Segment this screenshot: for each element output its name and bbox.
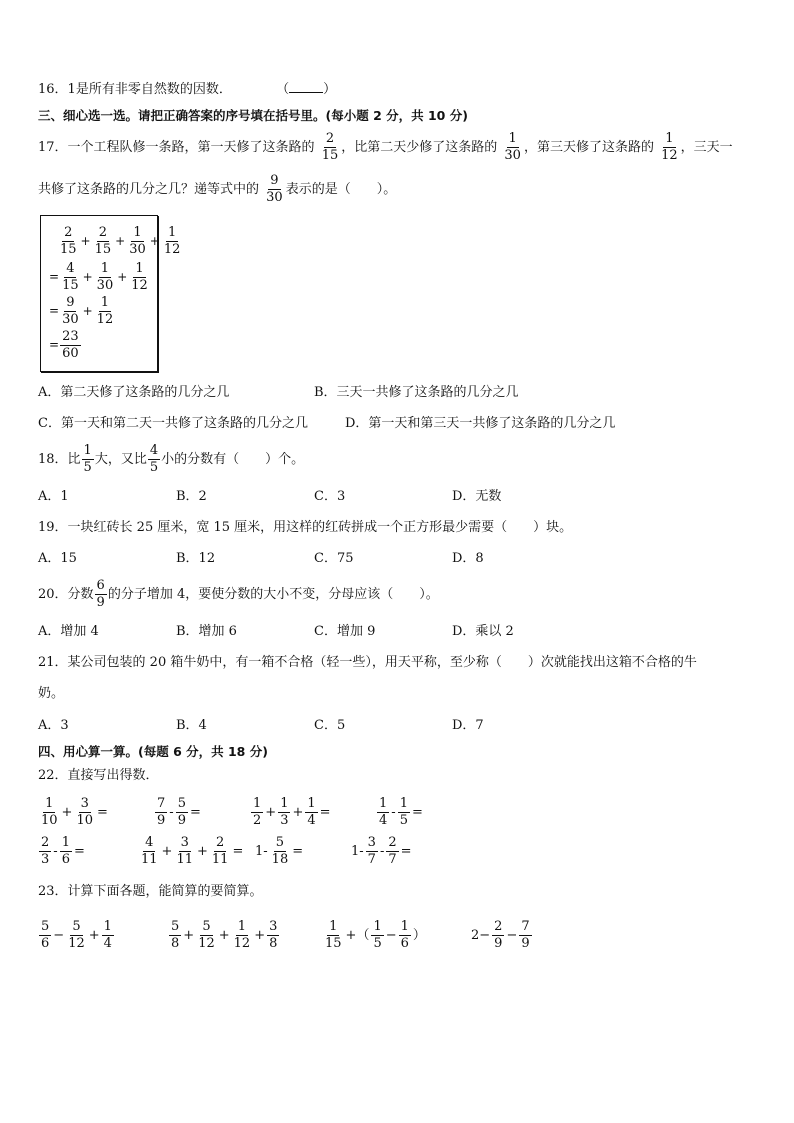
denominator: 4: [379, 812, 388, 828]
numerator: 9: [270, 173, 279, 189]
fraction: [162, 226, 183, 256]
numerator: 5: [275, 835, 285, 850]
q22-expr-6: [138, 836, 244, 866]
q18-text-1: 18．比: [38, 452, 81, 467]
math-operator: +（: [345, 927, 370, 943]
numerator: 9: [66, 295, 75, 310]
math-operator: =: [232, 843, 244, 859]
q21-option-b[interactable]: B．4: [176, 718, 207, 733]
fraction: [39, 797, 60, 827]
fraction: [210, 836, 231, 866]
math-operator: =: [400, 843, 412, 859]
answer-blank[interactable]: [289, 80, 323, 93]
math-operator: +: [61, 804, 73, 820]
fraction: [127, 226, 148, 256]
fraction: [232, 920, 253, 950]
box-row-2-expr: [59, 261, 151, 293]
equals-sign: =: [49, 337, 60, 352]
q23-expr-1: [38, 920, 115, 950]
numerator: 1: [237, 919, 247, 934]
math-operator: +: [197, 843, 208, 859]
denominator: 11: [141, 851, 158, 867]
denominator: 6: [61, 851, 70, 867]
q19-option-d[interactable]: D．8: [452, 551, 484, 566]
denominator: 30: [62, 311, 79, 327]
numerator: 5: [72, 919, 81, 934]
q20-option-c[interactable]: C．增加 9: [314, 624, 376, 639]
equals-sign: =: [49, 303, 60, 318]
math-operator: +: [183, 927, 195, 943]
fraction: [502, 132, 523, 162]
q21-option-c[interactable]: C．5: [314, 718, 346, 733]
question-17-line-1: [38, 129, 733, 167]
math-operator: +: [82, 303, 93, 318]
denominator: 10: [76, 812, 93, 828]
question-16-text: 16．1是所有非零自然数的因数．: [38, 82, 232, 97]
math-operator: +: [254, 927, 266, 943]
answer-bracket-close: ）: [323, 82, 337, 97]
box-row-1: [57, 226, 183, 256]
fraction: [139, 836, 160, 866]
denominator: 12: [661, 148, 678, 163]
question-22-title: 22．直接写出得数．: [38, 768, 159, 783]
q17-option-a[interactable]: A．第二天修了这条路的几分之几: [38, 385, 230, 400]
fraction: [169, 920, 181, 950]
fraction: [95, 296, 116, 326]
numerator: 1: [253, 796, 262, 811]
math-operator: 2−: [471, 927, 491, 943]
fraction: [371, 920, 383, 950]
question-23-title: 23．计算下面各题，能简算的要简算。: [38, 884, 263, 899]
math-operator: −: [506, 927, 518, 943]
numerator: 1: [100, 261, 110, 276]
q19-option-b[interactable]: B．12: [176, 551, 216, 566]
denominator: 5: [399, 812, 408, 828]
q17-option-d[interactable]: D．第一天和第三天一共修了这条路的几分之几: [345, 416, 616, 431]
question-19: 19．一块红砖长 25 厘米，宽 15 厘米，用这样的红砖拼成一个正方形最少需要（ ）块。: [38, 520, 573, 535]
fraction: [60, 262, 81, 292]
answer-bracket-open: （: [276, 82, 290, 97]
box-row-4: [49, 330, 82, 360]
denominator: 3: [41, 851, 50, 867]
numerator: 5: [41, 919, 50, 934]
fraction: [377, 797, 389, 827]
numerator: 1: [61, 835, 70, 850]
fraction: [270, 836, 291, 866]
fraction: [58, 226, 79, 256]
denominator: 6: [400, 935, 409, 951]
q20-option-a[interactable]: A．增加 4: [38, 624, 99, 639]
numerator: 3: [269, 919, 278, 934]
numerator: 1: [83, 443, 92, 459]
q22-expr-8: [350, 836, 413, 866]
numerator: 3: [367, 835, 376, 850]
numerator: 1: [307, 796, 316, 811]
math-operator: 1-: [255, 843, 268, 859]
q17-text-2: ，比第二天少修了这条路的: [341, 140, 498, 155]
math-operator: +: [82, 269, 93, 284]
q23-expr-3: [322, 920, 427, 950]
q19-option-c[interactable]: C．75: [314, 551, 354, 566]
denominator: 10: [41, 812, 58, 828]
denominator: 15: [60, 241, 77, 257]
denominator: 9: [177, 812, 186, 828]
math-operator: +: [80, 233, 91, 248]
fraction: [60, 836, 72, 866]
denominator: 18: [271, 851, 289, 867]
fraction: [66, 920, 87, 950]
fraction: [39, 836, 51, 866]
fraction: [60, 330, 81, 360]
numerator: 3: [80, 796, 89, 811]
q18-text-2: 大，又比: [94, 452, 147, 467]
q18-option-a[interactable]: A．1: [38, 489, 69, 504]
q17-text-5: 共修了这条路的几分之几？递等式中的: [38, 182, 260, 197]
section-3-title: 三、细心选一选。请把正确答案的序号填在括号里。(每小题 2 分，共 10 分): [38, 108, 468, 123]
numerator: 5: [202, 919, 211, 934]
denominator: 30: [504, 148, 521, 163]
question-16: [38, 80, 336, 100]
question-18: [38, 441, 304, 479]
math-operator: +: [265, 804, 277, 820]
fraction: [278, 797, 290, 827]
fraction: [399, 920, 411, 950]
numerator: 5: [171, 919, 180, 934]
question-17-line-2: [38, 171, 396, 209]
q22-expr-1: [38, 797, 109, 827]
denominator: 3: [280, 812, 289, 828]
q17-text-6: 表示的是（ ）。: [285, 182, 397, 197]
q20-text-1: 20．分数: [38, 587, 94, 602]
fraction: [39, 920, 51, 950]
q17-text-1: 17．一个工程队修一条路，第一天修了这条路的: [38, 140, 315, 155]
fraction: [155, 797, 167, 827]
q23-expr-2: [168, 920, 280, 950]
fraction: [196, 920, 217, 950]
numerator: 23: [62, 329, 79, 344]
q20-option-d[interactable]: D．乘以 2: [452, 624, 514, 639]
numerator: 4: [145, 835, 154, 850]
q22-expr-5: [38, 836, 86, 866]
math-operator: =: [292, 843, 304, 859]
denominator: 15: [62, 277, 79, 293]
numerator: 3: [180, 835, 189, 850]
math-operator: -: [53, 843, 58, 859]
math-operator: -: [379, 843, 385, 859]
q22-expr-7: [254, 836, 304, 866]
denominator: 15: [321, 148, 339, 163]
fraction: [93, 226, 114, 256]
q21-option-a[interactable]: A．3: [38, 718, 69, 733]
numerator: 1: [280, 796, 289, 811]
q18-option-d[interactable]: D．无数: [452, 489, 502, 504]
numerator: 2: [494, 919, 503, 934]
math-operator: +: [218, 927, 230, 943]
question-21-line-2: 奶。: [38, 686, 65, 701]
numerator: 1: [45, 796, 54, 811]
calculation-box: [40, 215, 181, 372]
question-21-line-1: 21．某公司包装的 20 箱牛奶中，有一箱不合格（轻一些），用天平称，至少称（ ）次就能找出这箱不合格的牛: [38, 655, 697, 670]
numerator: 1: [133, 225, 142, 240]
fraction: [95, 579, 107, 609]
fraction: [366, 836, 378, 866]
denominator: 2: [253, 812, 262, 828]
denominator: 5: [149, 460, 159, 475]
denominator: 9: [157, 812, 166, 828]
math-operator: +: [292, 804, 304, 820]
math-operator: +: [115, 233, 126, 248]
box-row-3-expr: [59, 295, 116, 327]
q17-option-c[interactable]: C．第一天和第二天一共修了这条路的几分之几: [38, 416, 308, 431]
numerator: 1: [508, 131, 517, 147]
denominator: 30: [129, 241, 146, 257]
denominator: 12: [163, 241, 181, 257]
box-row-3: [49, 296, 116, 326]
numerator: 1: [373, 919, 382, 934]
fraction: [386, 836, 398, 866]
fraction: [95, 262, 116, 292]
numerator: 1: [665, 131, 674, 147]
q23-expr-4: [470, 920, 533, 950]
q21-option-d[interactable]: D．7: [452, 718, 484, 733]
numerator: 6: [96, 578, 105, 594]
math-operator: +: [117, 269, 128, 284]
math-operator: -: [169, 804, 174, 820]
q22-expr-2: [154, 797, 202, 827]
numerator: 7: [157, 796, 166, 811]
denominator: 5: [373, 935, 382, 951]
fraction: [519, 920, 531, 950]
question-20: [38, 576, 439, 614]
math-operator: =: [97, 804, 108, 820]
fraction: [264, 174, 285, 204]
denominator: 15: [94, 241, 112, 257]
denominator: 5: [83, 460, 92, 475]
fraction: [659, 132, 680, 162]
q20-text-2: 的分子增加 4，要使分数的大小不变，分母应该（ ）。: [107, 587, 439, 602]
fraction: [305, 797, 317, 827]
numerator: 1: [399, 796, 408, 811]
numerator: 2: [98, 225, 108, 240]
math-operator: =: [73, 843, 85, 859]
q18-text-3: 小的分数有（ ）个。: [161, 452, 305, 467]
denominator: 12: [131, 277, 148, 293]
fraction: [323, 920, 344, 950]
math-operator: +: [161, 843, 173, 859]
denominator: 8: [171, 935, 180, 951]
denominator: 11: [211, 851, 229, 867]
math-operator: =: [411, 804, 423, 820]
q22-expr-3: [250, 797, 332, 827]
numerator: 2: [216, 835, 225, 850]
denominator: 60: [62, 345, 79, 361]
numerator: 1: [379, 796, 388, 811]
q22-expr-4: [376, 797, 424, 827]
numerator: 1: [329, 919, 338, 934]
math-operator: 1-: [351, 843, 364, 859]
fraction: [148, 444, 160, 474]
denominator: 11: [176, 851, 193, 867]
denominator: 9: [96, 595, 105, 610]
denominator: 12: [68, 935, 85, 951]
fraction: [267, 920, 279, 950]
denominator: 12: [198, 935, 215, 951]
denominator: 15: [325, 935, 342, 951]
q19-option-a[interactable]: A．15: [38, 551, 77, 566]
q17-text-4: ，三天一: [680, 140, 733, 155]
numerator: 1: [400, 919, 409, 934]
numerator: 1: [103, 919, 112, 934]
q18-option-c[interactable]: C．3: [314, 489, 346, 504]
denominator: 4: [307, 812, 316, 828]
numerator: 1: [135, 261, 144, 276]
numerator: 2: [64, 225, 73, 240]
math-operator: +: [149, 233, 160, 248]
denominator: 8: [269, 935, 278, 951]
numerator: 1: [167, 225, 177, 240]
math-operator: ）: [412, 927, 426, 943]
denominator: 9: [521, 935, 530, 951]
q17-text-3: ，第三天修了这条路的: [523, 140, 654, 155]
math-operator: =: [319, 804, 331, 820]
q20-option-b[interactable]: B．增加 6: [176, 624, 237, 639]
fraction: [174, 836, 195, 866]
fraction: [82, 444, 94, 474]
numerator: 2: [388, 835, 397, 850]
q18-option-b[interactable]: B．2: [176, 489, 207, 504]
fraction: [60, 296, 81, 326]
denominator: 9: [494, 935, 503, 951]
fraction: [129, 262, 150, 292]
denominator: 7: [367, 851, 376, 867]
math-operator: −: [385, 927, 397, 943]
denominator: 30: [96, 277, 114, 293]
math-operator: −: [53, 927, 65, 943]
section-4-title: 四、用心算一算。(每题 6 分，共 18 分): [38, 744, 268, 759]
denominator: 7: [388, 851, 397, 867]
fraction: [251, 797, 263, 827]
fraction: [320, 132, 341, 162]
numerator: 1: [100, 295, 110, 310]
fraction: [398, 797, 410, 827]
numerator: 4: [66, 261, 75, 276]
equals-sign: =: [49, 269, 60, 284]
numerator: 2: [325, 131, 335, 147]
denominator: 12: [96, 311, 114, 327]
fraction: [102, 920, 114, 950]
denominator: 4: [103, 935, 112, 951]
math-operator: =: [189, 804, 201, 820]
numerator: 4: [149, 443, 159, 459]
q17-option-b[interactable]: B．三天一共修了这条路的几分之几: [314, 385, 519, 400]
numerator: 5: [177, 796, 186, 811]
denominator: 12: [233, 935, 251, 951]
fraction: [74, 797, 95, 827]
math-operator: -: [391, 804, 396, 820]
math-operator: +: [88, 927, 100, 943]
denominator: 6: [41, 935, 50, 951]
fraction: [492, 920, 504, 950]
fraction: [176, 797, 188, 827]
numerator: 7: [521, 919, 530, 934]
box-row-4-expr: [59, 329, 82, 361]
numerator: 2: [41, 835, 50, 850]
denominator: 30: [266, 190, 283, 205]
box-row-2: [49, 262, 151, 292]
